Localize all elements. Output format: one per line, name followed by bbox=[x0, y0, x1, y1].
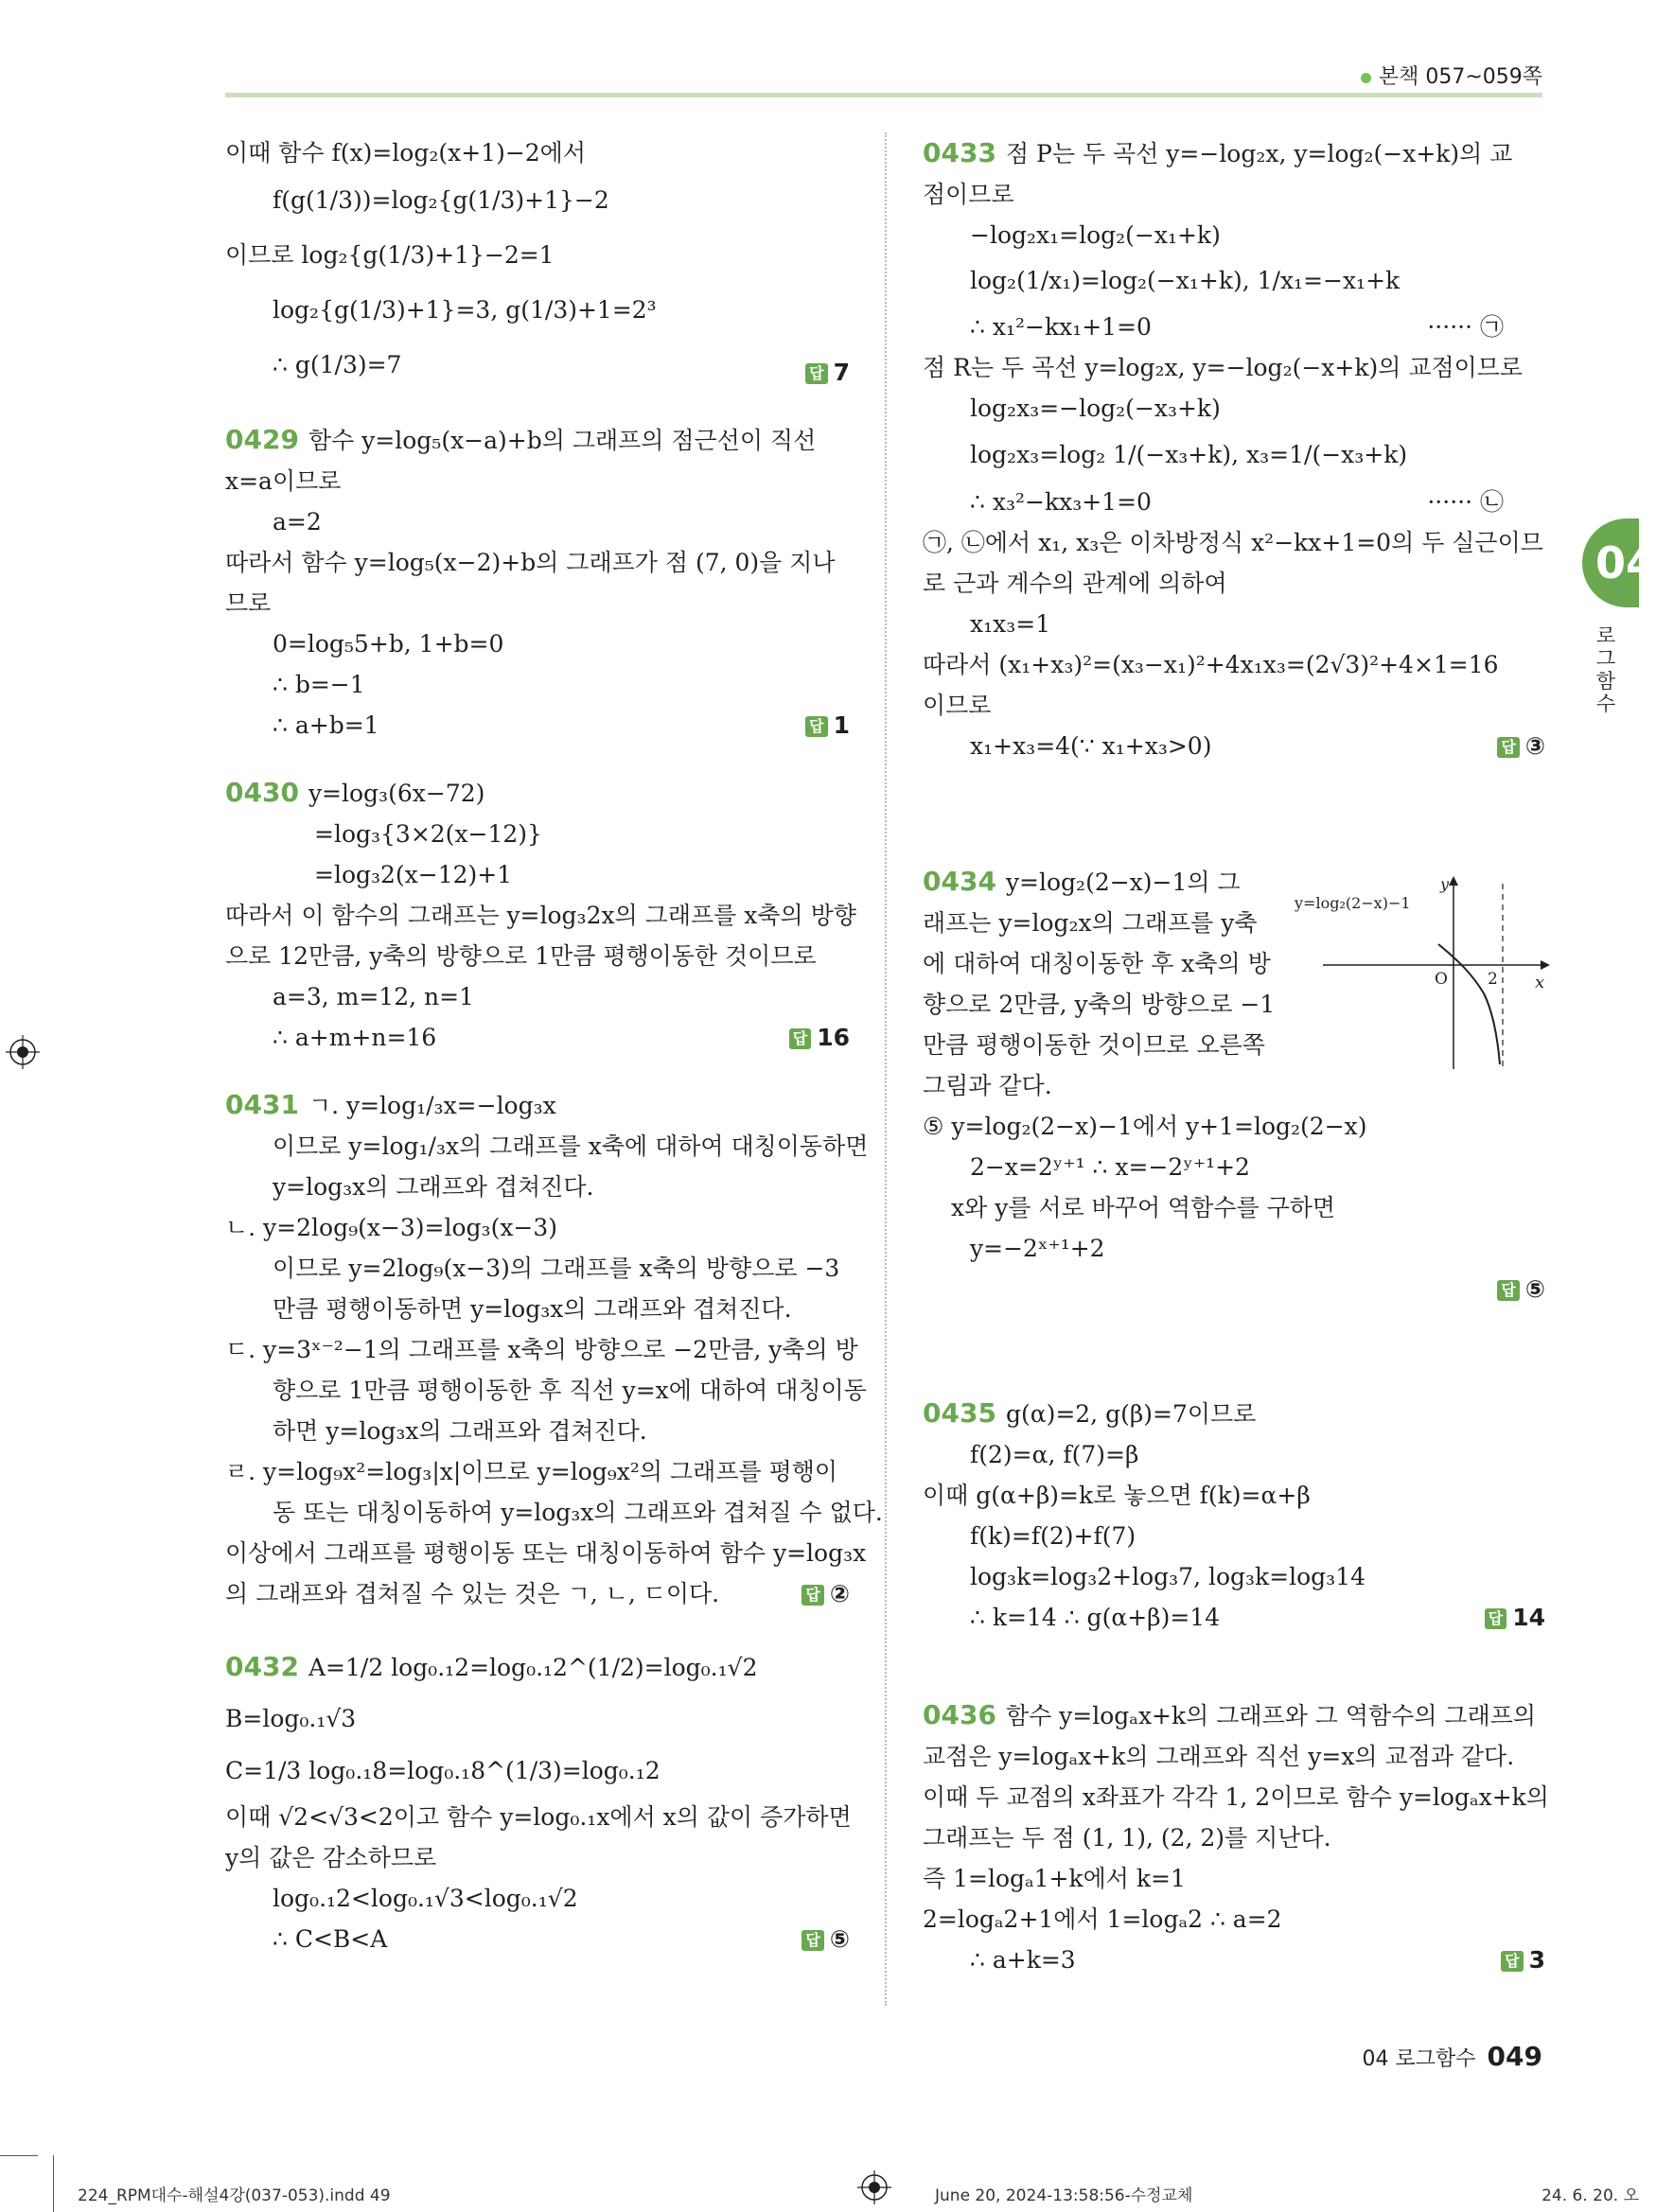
answer-mark bbox=[1501, 1940, 1545, 1980]
graph-y-label: y bbox=[1440, 875, 1450, 893]
text-line: 이므로 y=log₁/₃x의 그래프를 x축에 대하여 대칭이동하면 bbox=[273, 1132, 869, 1160]
log-curve bbox=[1438, 944, 1500, 1064]
page-footer bbox=[1363, 2041, 1542, 2072]
text-line: ∴ b=−1 bbox=[273, 671, 365, 698]
text-line: x=a이므로 bbox=[225, 467, 342, 495]
answer-line bbox=[225, 705, 850, 746]
problem-number: 0436 bbox=[923, 1699, 996, 1730]
text-line: 에 대하여 대칭이동한 후 x축의 방 bbox=[923, 950, 1271, 977]
text-line: f(k)=f(2)+f(7) bbox=[970, 1522, 1136, 1550]
problem-number: 0434 bbox=[923, 866, 996, 897]
equation-line bbox=[923, 482, 1545, 522]
top-rule bbox=[225, 93, 1542, 97]
text-line: 0=log₅5+b, 1+b=0 bbox=[273, 630, 504, 658]
text-line: log₀.₁2<log₀.₁√3<log₀.₁√2 bbox=[273, 1885, 578, 1912]
answer-badge: 답 bbox=[1501, 1951, 1523, 1972]
answer-line bbox=[225, 1919, 850, 1959]
problem-line bbox=[225, 419, 850, 461]
text-line: 이므로 log₂{g(1/3)+1}−2=1 bbox=[225, 241, 555, 269]
x-axis-arrow-icon bbox=[1541, 960, 1550, 970]
text-line: 으로 12만큼, y축의 방향으로 1만큼 평행이동한 것이므로 bbox=[225, 942, 817, 970]
text-line: 향으로 1만큼 평행이동한 후 직선 y=x에 대하여 대칭이동 bbox=[273, 1377, 867, 1404]
answer-line bbox=[923, 1269, 1545, 1309]
text-line: 함수 y=logₐx+k의 그래프와 그 역함수의 그래프의 bbox=[1005, 1702, 1537, 1729]
y-axis-arrow-icon bbox=[1449, 876, 1458, 886]
text-line: 따라서 (x₁+x₃)²=(x₃−x₁)²+4x₁x₃=(2√3)²+4×1=16 bbox=[923, 651, 1499, 678]
graph-x-label: x bbox=[1535, 973, 1545, 992]
chapter-tab bbox=[1582, 518, 1656, 607]
text-line: x와 y를 서로 바꾸어 역함수를 구하면 bbox=[951, 1194, 1336, 1221]
answer-value: 3 bbox=[1528, 1946, 1545, 1974]
text-line: 점 P는 두 곡선 y=−log₂x, y=log₂(−x+k)의 교 bbox=[1005, 140, 1513, 167]
column-divider bbox=[885, 132, 887, 2006]
text-line: ∴ g(1/3)=7 bbox=[273, 351, 402, 378]
problem-line bbox=[923, 1694, 1545, 1736]
answer-value: 7 bbox=[833, 359, 850, 386]
answer-line bbox=[225, 1573, 850, 1614]
text-line: 만큼 평행이동한 것이므로 오른쪽 bbox=[923, 1031, 1265, 1059]
problem-number: 0435 bbox=[923, 1397, 996, 1429]
text-line: =log₃{3×2(x−12)} bbox=[314, 820, 542, 848]
answer-value: ⑤ bbox=[829, 1925, 850, 1953]
text-line: ∴ C<B<A bbox=[273, 1925, 388, 1953]
page-number: 049 bbox=[1487, 2041, 1542, 2072]
problem-line bbox=[923, 1393, 1545, 1434]
answer-mark bbox=[1497, 1269, 1545, 1309]
text-line: ⑤ y=log₂(2−x)−1에서 y+1=log₂(2−x) bbox=[923, 1113, 1367, 1140]
print-file-name: 224_RPM대수-해설4강(037-053).indd 49 bbox=[78, 2186, 391, 2205]
header-reference-text: 본책 057~059쪽 bbox=[1378, 65, 1542, 89]
problem-line bbox=[923, 132, 1545, 174]
answer-value: 1 bbox=[833, 711, 850, 739]
text-line: ∴ x₃²−kx₃+1=0 bbox=[970, 488, 1152, 516]
text-line: ∴ a+b=1 bbox=[273, 711, 379, 739]
answer-mark bbox=[1485, 1597, 1545, 1638]
text-line: 이때 g(α+β)=k로 놓으면 f(k)=α+β bbox=[923, 1482, 1311, 1509]
text-line: 이므로 bbox=[923, 692, 992, 719]
graph-tick-2: 2 bbox=[1488, 970, 1498, 989]
text-line: y=log₃x의 그래프와 겹쳐진다. bbox=[273, 1173, 594, 1201]
text-line: 교점은 y=logₐx+k의 그래프와 직선 y=x의 교점과 같다. bbox=[923, 1743, 1515, 1770]
answer-value: 14 bbox=[1512, 1604, 1545, 1631]
text-line: 그래프는 두 점 (1, 1), (2, 2)를 지난다. bbox=[923, 1824, 1331, 1852]
equation-line bbox=[923, 307, 1545, 347]
text-line: f(2)=α, f(7)=β bbox=[970, 1441, 1139, 1468]
text-line: ㄴ. y=2log₉(x−3)=log₃(x−3) bbox=[225, 1214, 558, 1241]
answer-line bbox=[923, 1940, 1545, 1980]
text-line: C=1/3 log₀.₁8=log₀.₁8^(1/3)=log₀.₁2 bbox=[225, 1757, 661, 1784]
crop-mark bbox=[53, 2155, 54, 2212]
equation-marker: ······ ㉠ bbox=[1427, 313, 1504, 341]
text-line: 의 그래프와 겹쳐질 수 있는 것은 ㄱ, ㄴ, ㄷ이다. bbox=[225, 1580, 720, 1607]
footer-chapter: 04 로그함수 bbox=[1362, 2047, 1476, 2071]
text-line: log₂{g(1/3)+1}=3, g(1/3)+1=2³ bbox=[273, 296, 657, 324]
log-graph-figure bbox=[1296, 870, 1580, 1079]
text-line: 이때 √2<√3<2이고 함수 y=log₀.₁x에서 x의 값이 증가하면 bbox=[225, 1803, 852, 1831]
text-line: 이므로 y=2log₉(x−3)의 그래프를 x축의 방향으로 −3 bbox=[273, 1255, 840, 1282]
text-line: ∴ x₁²−kx₁+1=0 bbox=[970, 313, 1152, 341]
answer-badge: 답 bbox=[1497, 1280, 1519, 1301]
answer-value: ③ bbox=[1524, 732, 1545, 760]
answer-badge: 답 bbox=[789, 1028, 811, 1049]
text-line: y=log₃(6x−72) bbox=[308, 780, 485, 807]
print-date: June 20, 2024-13:58:56-수정교체 bbox=[935, 2186, 1193, 2205]
text-line: 그림과 같다. bbox=[923, 1072, 1052, 1099]
text-line: log₂(1/x₁)=log₂(−x₁+k), 1/x₁=−x₁+k bbox=[970, 267, 1401, 294]
text-line: 이때 함수 f(x)=log₂(x+1)−2에서 bbox=[225, 139, 586, 167]
text-line: ㉠, ㉡에서 x₁, x₃은 이차방정식 x²−kx+1=0의 두 실근이므 bbox=[923, 529, 1543, 556]
registration-mark-icon bbox=[857, 2170, 891, 2204]
answer-mark bbox=[802, 1573, 850, 1614]
text-line: 므로 bbox=[225, 589, 272, 617]
text-line: 2=logₐ2+1에서 1=logₐ2 ∴ a=2 bbox=[923, 1905, 1282, 1933]
text-line: y의 값은 감소하므로 bbox=[225, 1844, 437, 1871]
text-line: 즉 1=logₐ1+k에서 k=1 bbox=[923, 1865, 1186, 1892]
text-line: 점이므로 bbox=[923, 181, 1014, 208]
answer-mark bbox=[805, 345, 850, 400]
text-line: a=2 bbox=[273, 508, 322, 535]
text-line: =log₃2(x−12)+1 bbox=[314, 861, 513, 888]
text-line: 따라서 이 함수의 그래프는 y=log₃2x의 그래프를 x축의 방향 bbox=[225, 902, 856, 929]
text-line: x₁x₃=1 bbox=[970, 610, 1051, 638]
answer-badge: 답 bbox=[805, 363, 827, 384]
problem-line bbox=[225, 772, 850, 814]
text-line: A=1/2 log₀.₁2=log₀.₁2^(1/2)=log₀.₁√2 bbox=[308, 1654, 758, 1681]
answer-mark bbox=[802, 1919, 850, 1959]
text-line: 함수 y=log₅(x−a)+b의 그래프의 점근선이 직선 bbox=[308, 427, 817, 454]
graph-origin-label: O bbox=[1435, 970, 1448, 989]
left-column bbox=[225, 132, 883, 1959]
text-line: 점 R는 두 곡선 y=log₂x, y=−log₂(−x+k)의 교점이므로 bbox=[923, 354, 1524, 381]
text-line: a=3, m=12, n=1 bbox=[273, 983, 474, 1010]
text-line: ∴ a+m+n=16 bbox=[273, 1024, 437, 1051]
text-line: y=log₂(2−x)−1의 그 bbox=[1005, 869, 1241, 896]
text-line: 이때 두 교점의 x좌표가 각각 1, 2이므로 함수 y=logₐx+k의 bbox=[923, 1783, 1549, 1811]
problem-number: 0430 bbox=[225, 777, 299, 808]
problem-number: 0429 bbox=[225, 424, 299, 455]
header-reference bbox=[1361, 61, 1542, 90]
answer-value: 16 bbox=[817, 1024, 850, 1051]
answer-mark bbox=[805, 705, 850, 746]
text-line: ㄱ. y=log₁/₃x=−log₃x bbox=[308, 1092, 556, 1119]
text-line: 향으로 2만큼, y축의 방향으로 −1 bbox=[923, 991, 1276, 1018]
text-line: y=−2ˣ⁺¹+2 bbox=[970, 1235, 1105, 1262]
answer-badge: 답 bbox=[1485, 1608, 1506, 1629]
equation-marker: ······ ㉡ bbox=[1427, 488, 1504, 516]
text-line: 만큼 평행이동하면 y=log₃x의 그래프와 겹쳐진다. bbox=[273, 1295, 792, 1323]
text-line: 하면 y=log₃x의 그래프와 겹쳐진다. bbox=[273, 1417, 647, 1445]
text-line: f(g(1/3))=log₂{g(1/3)+1}−2 bbox=[273, 186, 609, 214]
answer-badge: 답 bbox=[1497, 737, 1519, 758]
text-line: 동 또는 대칭이동하여 y=log₃x의 그래프와 겹쳐질 수 없다. bbox=[273, 1499, 883, 1526]
problem-line bbox=[225, 1084, 850, 1126]
text-line: −log₂x₁=log₂(−x₁+k) bbox=[970, 221, 1221, 249]
answer-line bbox=[923, 1597, 1545, 1638]
text-line: ㄷ. y=3ˣ⁻²−1의 그래프를 x축의 방향으로 −2만큼, y축의 방 bbox=[225, 1336, 858, 1363]
answer-value: ② bbox=[829, 1580, 850, 1607]
problem-number: 0432 bbox=[225, 1651, 299, 1682]
answer-line bbox=[923, 726, 1545, 766]
problem-number: 0433 bbox=[923, 137, 996, 168]
bullet-dot-icon bbox=[1361, 73, 1371, 83]
text-line: 2−x=2ʸ⁺¹ ∴ x=−2ʸ⁺¹+2 bbox=[970, 1153, 1250, 1181]
registration-mark-icon bbox=[6, 1035, 40, 1069]
text-line: log₂x₃=log₂ 1/(−x₃+k), x₃=1/(−x₃+k) bbox=[970, 441, 1408, 468]
chapter-tab-number: 04 bbox=[1595, 537, 1656, 588]
print-short-date: 24. 6. 20. 오 bbox=[1541, 2186, 1639, 2205]
chapter-tab-label: 로그함수 bbox=[1595, 624, 1616, 715]
answer-badge: 답 bbox=[802, 1585, 823, 1606]
text-line: g(α)=2, g(β)=7이므로 bbox=[1005, 1400, 1257, 1428]
text-line: ∴ k=14 ∴ g(α+β)=14 bbox=[970, 1604, 1221, 1631]
answer-badge: 답 bbox=[805, 716, 827, 737]
text-line: 로 근과 계수의 관계에 의하여 bbox=[923, 570, 1227, 597]
text-line: log₂x₃=−log₂(−x₃+k) bbox=[970, 395, 1221, 422]
text-line: log₃k=log₃2+log₃7, log₃k=log₃14 bbox=[970, 1563, 1366, 1590]
problem-line bbox=[225, 1641, 850, 1693]
crop-mark bbox=[0, 2155, 38, 2156]
answer-value: ⑤ bbox=[1524, 1275, 1545, 1303]
graph-function-label: y=log₂(2−x)−1 bbox=[1295, 894, 1411, 912]
answer-badge: 답 bbox=[802, 1930, 823, 1951]
text-line: ㄹ. y=log₉x²=log₃|x|이므로 y=log₉x²의 그래프를 평행이 bbox=[225, 1458, 838, 1485]
text-line: x₁+x₃=4(∵ x₁+x₃>0) bbox=[970, 732, 1212, 760]
text-line: 따라서 함수 y=log₅(x−2)+b의 그래프가 점 (7, 0)을 지나 bbox=[225, 549, 836, 576]
problem-number: 0431 bbox=[225, 1089, 299, 1120]
text-line: ∴ a+k=3 bbox=[970, 1946, 1076, 1974]
answer-line bbox=[225, 1017, 850, 1058]
text-line: 래프는 y=log₂x의 그래프를 y축 bbox=[923, 909, 1258, 937]
answer-line bbox=[225, 338, 850, 393]
print-slug bbox=[0, 2155, 1639, 2212]
answer-mark bbox=[789, 1017, 850, 1058]
text-line: 이상에서 그래프를 평행이동 또는 대칭이동하여 함수 y=log₃x bbox=[225, 1539, 867, 1567]
answer-mark bbox=[1497, 726, 1545, 766]
text-line: B=log₀.₁√3 bbox=[225, 1705, 357, 1732]
